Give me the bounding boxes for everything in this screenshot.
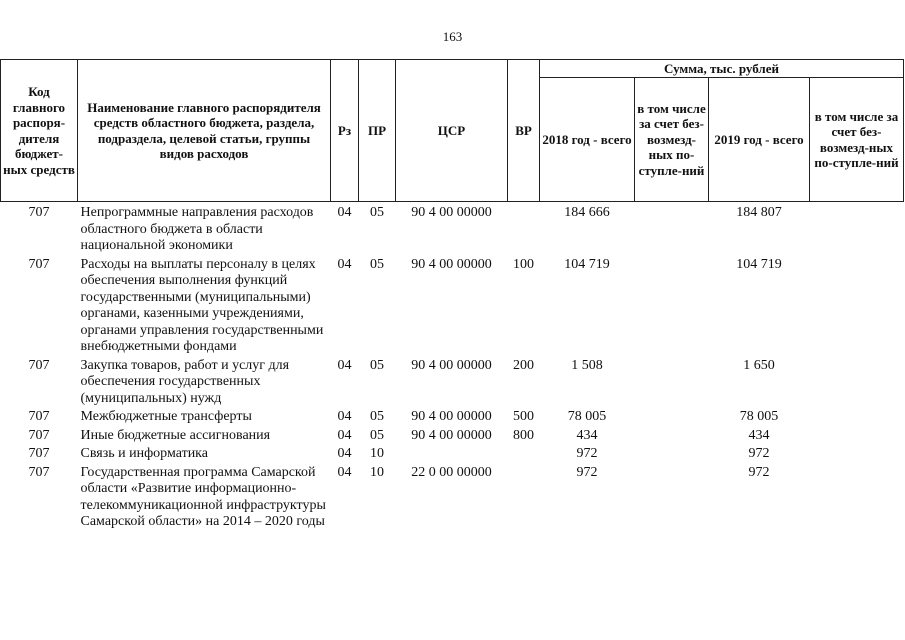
cell-rz: 04: [337, 256, 352, 272]
cell-vr: [508, 202, 540, 256]
table-row: [1, 464, 904, 532]
cell-rz: 04: [337, 427, 352, 443]
cell-pr: 05: [370, 205, 384, 220]
cell-free-2018: [635, 202, 709, 256]
cell-name: Межбюджетные трансферты: [80, 409, 252, 424]
cell-rz: 04: [337, 409, 352, 424]
table-header: [1, 60, 904, 202]
cell-code: 707: [28, 357, 50, 373]
cell-name: Государственная программа Самарской области «Развитие информационно-телекоммуникационной инфраструктуры Самарской области» на 2014 – 2020 годы: [80, 464, 326, 529]
cell-name: Непрограммные направления расходов областного бюджета в области национальной экономики: [80, 205, 314, 253]
table-row: [1, 427, 904, 446]
header-total-2018: 2018 год - всего: [540, 78, 635, 202]
cell-free-2018: [635, 427, 709, 446]
cell-name: Связь и информатика: [80, 446, 208, 461]
cell-free-2019: [810, 445, 904, 464]
cell-total-2018: 1 508: [571, 357, 603, 373]
cell-total-2018: 972: [576, 464, 598, 480]
cell-name: Закупка товаров, работ и услуг для обеспечения государственных (муниципальных) нужд: [80, 357, 290, 406]
cell-free-2018: [635, 464, 709, 532]
table-row: [1, 357, 904, 409]
cell-code: 707: [28, 205, 50, 220]
cell-vr: [508, 445, 540, 464]
cell-free-2018: [635, 357, 709, 409]
header-total-2019: 2019 год - всего: [709, 78, 810, 202]
header-csr: ЦСР: [396, 60, 508, 202]
cell-pr: 05: [370, 409, 384, 424]
cell-total-2018: 78 005: [567, 409, 607, 424]
cell-csr: 90 4 00 00000: [411, 427, 492, 443]
header-code: Код главного распоря-дителя бюджет-ных средств: [1, 60, 78, 202]
table-row: [1, 256, 904, 357]
header-sum: Сумма, тыс. рублей: [540, 60, 904, 78]
cell-total-2019: 104 719: [736, 256, 782, 272]
cell-total-2019: 434: [748, 427, 770, 443]
cell-code: 707: [28, 464, 50, 480]
cell-vr: 200: [513, 357, 534, 373]
cell-csr: 90 4 00 00000: [411, 256, 492, 272]
cell-total-2019: 972: [748, 464, 770, 480]
cell-pr: 05: [370, 357, 384, 373]
cell-free-2019: [810, 427, 904, 446]
table-row: [1, 408, 904, 427]
table-row: [1, 202, 904, 256]
cell-code: 707: [28, 427, 50, 443]
cell-name: Иные бюджетные ассигнования: [80, 427, 271, 443]
cell-pr: 05: [370, 427, 384, 443]
cell-name: Расходы на выплаты персоналу в целях обеспечения выполнения функций государственными (муниципальными) органами, казенными учреждениями, органами управления государственными внебюджетными фондами: [80, 256, 324, 354]
cell-total-2018: 184 666: [564, 205, 610, 220]
table-body: [1, 202, 904, 532]
cell-free-2019: [810, 408, 904, 427]
cell-free-2018: [635, 408, 709, 427]
cell-total-2019: 78 005: [739, 409, 779, 424]
cell-total-2019: 1 650: [743, 357, 775, 373]
cell-vr: 800: [513, 427, 534, 443]
cell-rz: 04: [337, 446, 352, 461]
cell-code: 707: [28, 446, 50, 461]
budget-table: [0, 59, 904, 532]
cell-free-2019: [810, 202, 904, 256]
cell-vr: 100: [513, 256, 534, 272]
header-name: Наименование главного распорядителя средств областного бюджета, раздела, подраздела, целевой статьи, группы видов расходов: [78, 60, 331, 202]
cell-rz: 04: [337, 205, 352, 220]
cell-csr: 22 0 00 00000: [411, 464, 492, 480]
cell-total-2018: 972: [576, 446, 598, 461]
cell-free-2019: [810, 256, 904, 357]
cell-code: 707: [28, 409, 50, 424]
cell-total-2019: 972: [748, 446, 770, 461]
cell-pr: 10: [370, 446, 384, 461]
page-number: 163: [442, 29, 463, 44]
cell-pr: 10: [370, 464, 384, 480]
cell-csr: 90 4 00 00000: [411, 357, 492, 373]
cell-free-2019: [810, 464, 904, 532]
header-pr: ПР: [359, 60, 396, 202]
cell-code: 707: [28, 256, 50, 272]
cell-free-2019: [810, 357, 904, 409]
cell-pr: 05: [370, 256, 384, 272]
cell-total-2018: 104 719: [564, 256, 610, 272]
cell-rz: 04: [337, 464, 352, 480]
cell-csr: 90 4 00 00000: [411, 205, 492, 220]
cell-total-2018: 434: [576, 427, 598, 443]
header-free-2019: в том числе за счет без-возмезд-ных по-ступле-ний: [810, 78, 904, 202]
cell-csr: 90 4 00 00000: [411, 409, 492, 424]
header-rz: Рз: [331, 60, 359, 202]
cell-free-2018: [635, 445, 709, 464]
cell-vr: 500: [513, 409, 534, 424]
cell-free-2018: [635, 256, 709, 357]
cell-rz: 04: [337, 357, 352, 373]
cell-total-2019: 184 807: [736, 205, 782, 220]
header-vr: ВР: [508, 60, 540, 202]
cell-csr: [396, 445, 508, 464]
table-row: [1, 445, 904, 464]
header-free-2018: в том числе за счет без-возмезд-ных по-ступле-ний: [635, 78, 709, 202]
cell-vr: [508, 464, 540, 532]
